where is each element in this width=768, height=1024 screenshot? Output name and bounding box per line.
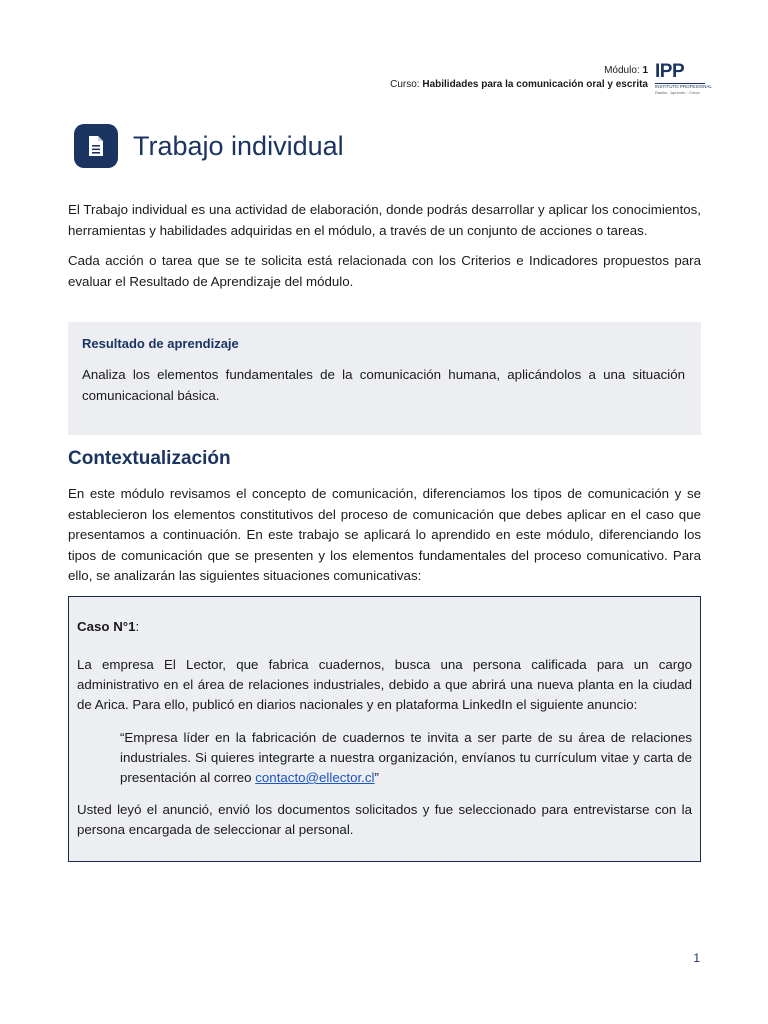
quote-end: ” <box>374 770 379 786</box>
email-link[interactable]: contacto@ellector.cl <box>255 770 375 786</box>
case-quote <box>120 728 692 789</box>
intro-paragraph-1: El Trabajo individual es una actividad de elaboración, donde podrás desarrollar y aplicar los conocimientos, herramientas y habilidades adquiridas en el módulo, a través de un conjunto de acciones o tareas. <box>68 202 701 238</box>
context-paragraph: En este módulo revisamos el concepto de comunicación, diferenciamos los tipos de comunicación y se establecieron los elementos constitutivos del proceso de comunicación que debes aplicar en el caso que presentamos a continuación. En este trabajo se aplicará lo aprendido en este módulo, diferenciando los tipos de comunicación que se presenten y los elementos fundamentales del proceso comunicativo. Para ello, se analizarán las siguientes situaciones comunicativas: <box>68 486 701 583</box>
context-title: Contextualización <box>68 448 231 469</box>
context-section <box>68 484 701 587</box>
document-icon <box>74 124 118 168</box>
case-title-bold: Caso N°1 <box>77 619 136 634</box>
page-title: Trabajo individual <box>133 130 344 161</box>
course-line <box>390 78 648 92</box>
intro-section <box>68 200 701 292</box>
page-number: 1 <box>693 951 700 965</box>
case-box <box>68 596 701 862</box>
case-paragraph-2: Usted leyó el anunció, envió los documentos solicitados y fue seleccionado para entrevistarse con la persona encargada de seleccionar al personal. <box>77 802 692 838</box>
module-value: 1 <box>642 65 648 76</box>
logo-tagline: Rasilio · Aprende · Crece <box>655 90 700 95</box>
logo-text: IPP <box>655 61 685 82</box>
course-label: Curso: <box>390 79 420 90</box>
quote-text: “Empresa líder en la fabricación de cuadernos te invita a ser parte de su área de relaciones industriales. Si quieres integrarte a nuestra organización, envíanos tu currículum vitae y carta de presentación al correo <box>120 729 692 786</box>
module-label: Módulo: <box>604 65 640 76</box>
logo-subtitle: INSTITUTO PROFESIONAL <box>655 84 712 89</box>
module-line <box>390 64 648 78</box>
title-row <box>74 124 344 168</box>
learning-result-text: Analiza los elementos fundamentales de la comunicación humana, aplicándolos a una situación comunicacional básica. <box>82 367 685 403</box>
case-title-suffix: : <box>135 619 140 634</box>
learning-result-title: Resultado de aprendizaje <box>82 336 239 351</box>
case-paragraph-1: La empresa El Lector, que fabrica cuadernos, busca una persona calificada para un cargo administrativo en el área de relaciones industriales, debido a que abrirá una nueva planta en la ciudad de Arica. Para ello, publicó en diarios nacionales y en plataforma LinkedIn el siguiente anuncio: <box>77 657 692 713</box>
learning-result-box <box>68 322 701 435</box>
intro-paragraph-2: Cada acción o tarea que se te solicita está relacionada con los Criterios e Indicadores propuestos para evaluar el Resultado de Aprendizaje del módulo. <box>68 253 701 289</box>
ipp-logo <box>655 61 712 98</box>
case-title <box>77 617 692 637</box>
document-header <box>390 64 648 92</box>
course-value: Habilidades para la comunicación oral y escrita <box>422 79 648 90</box>
